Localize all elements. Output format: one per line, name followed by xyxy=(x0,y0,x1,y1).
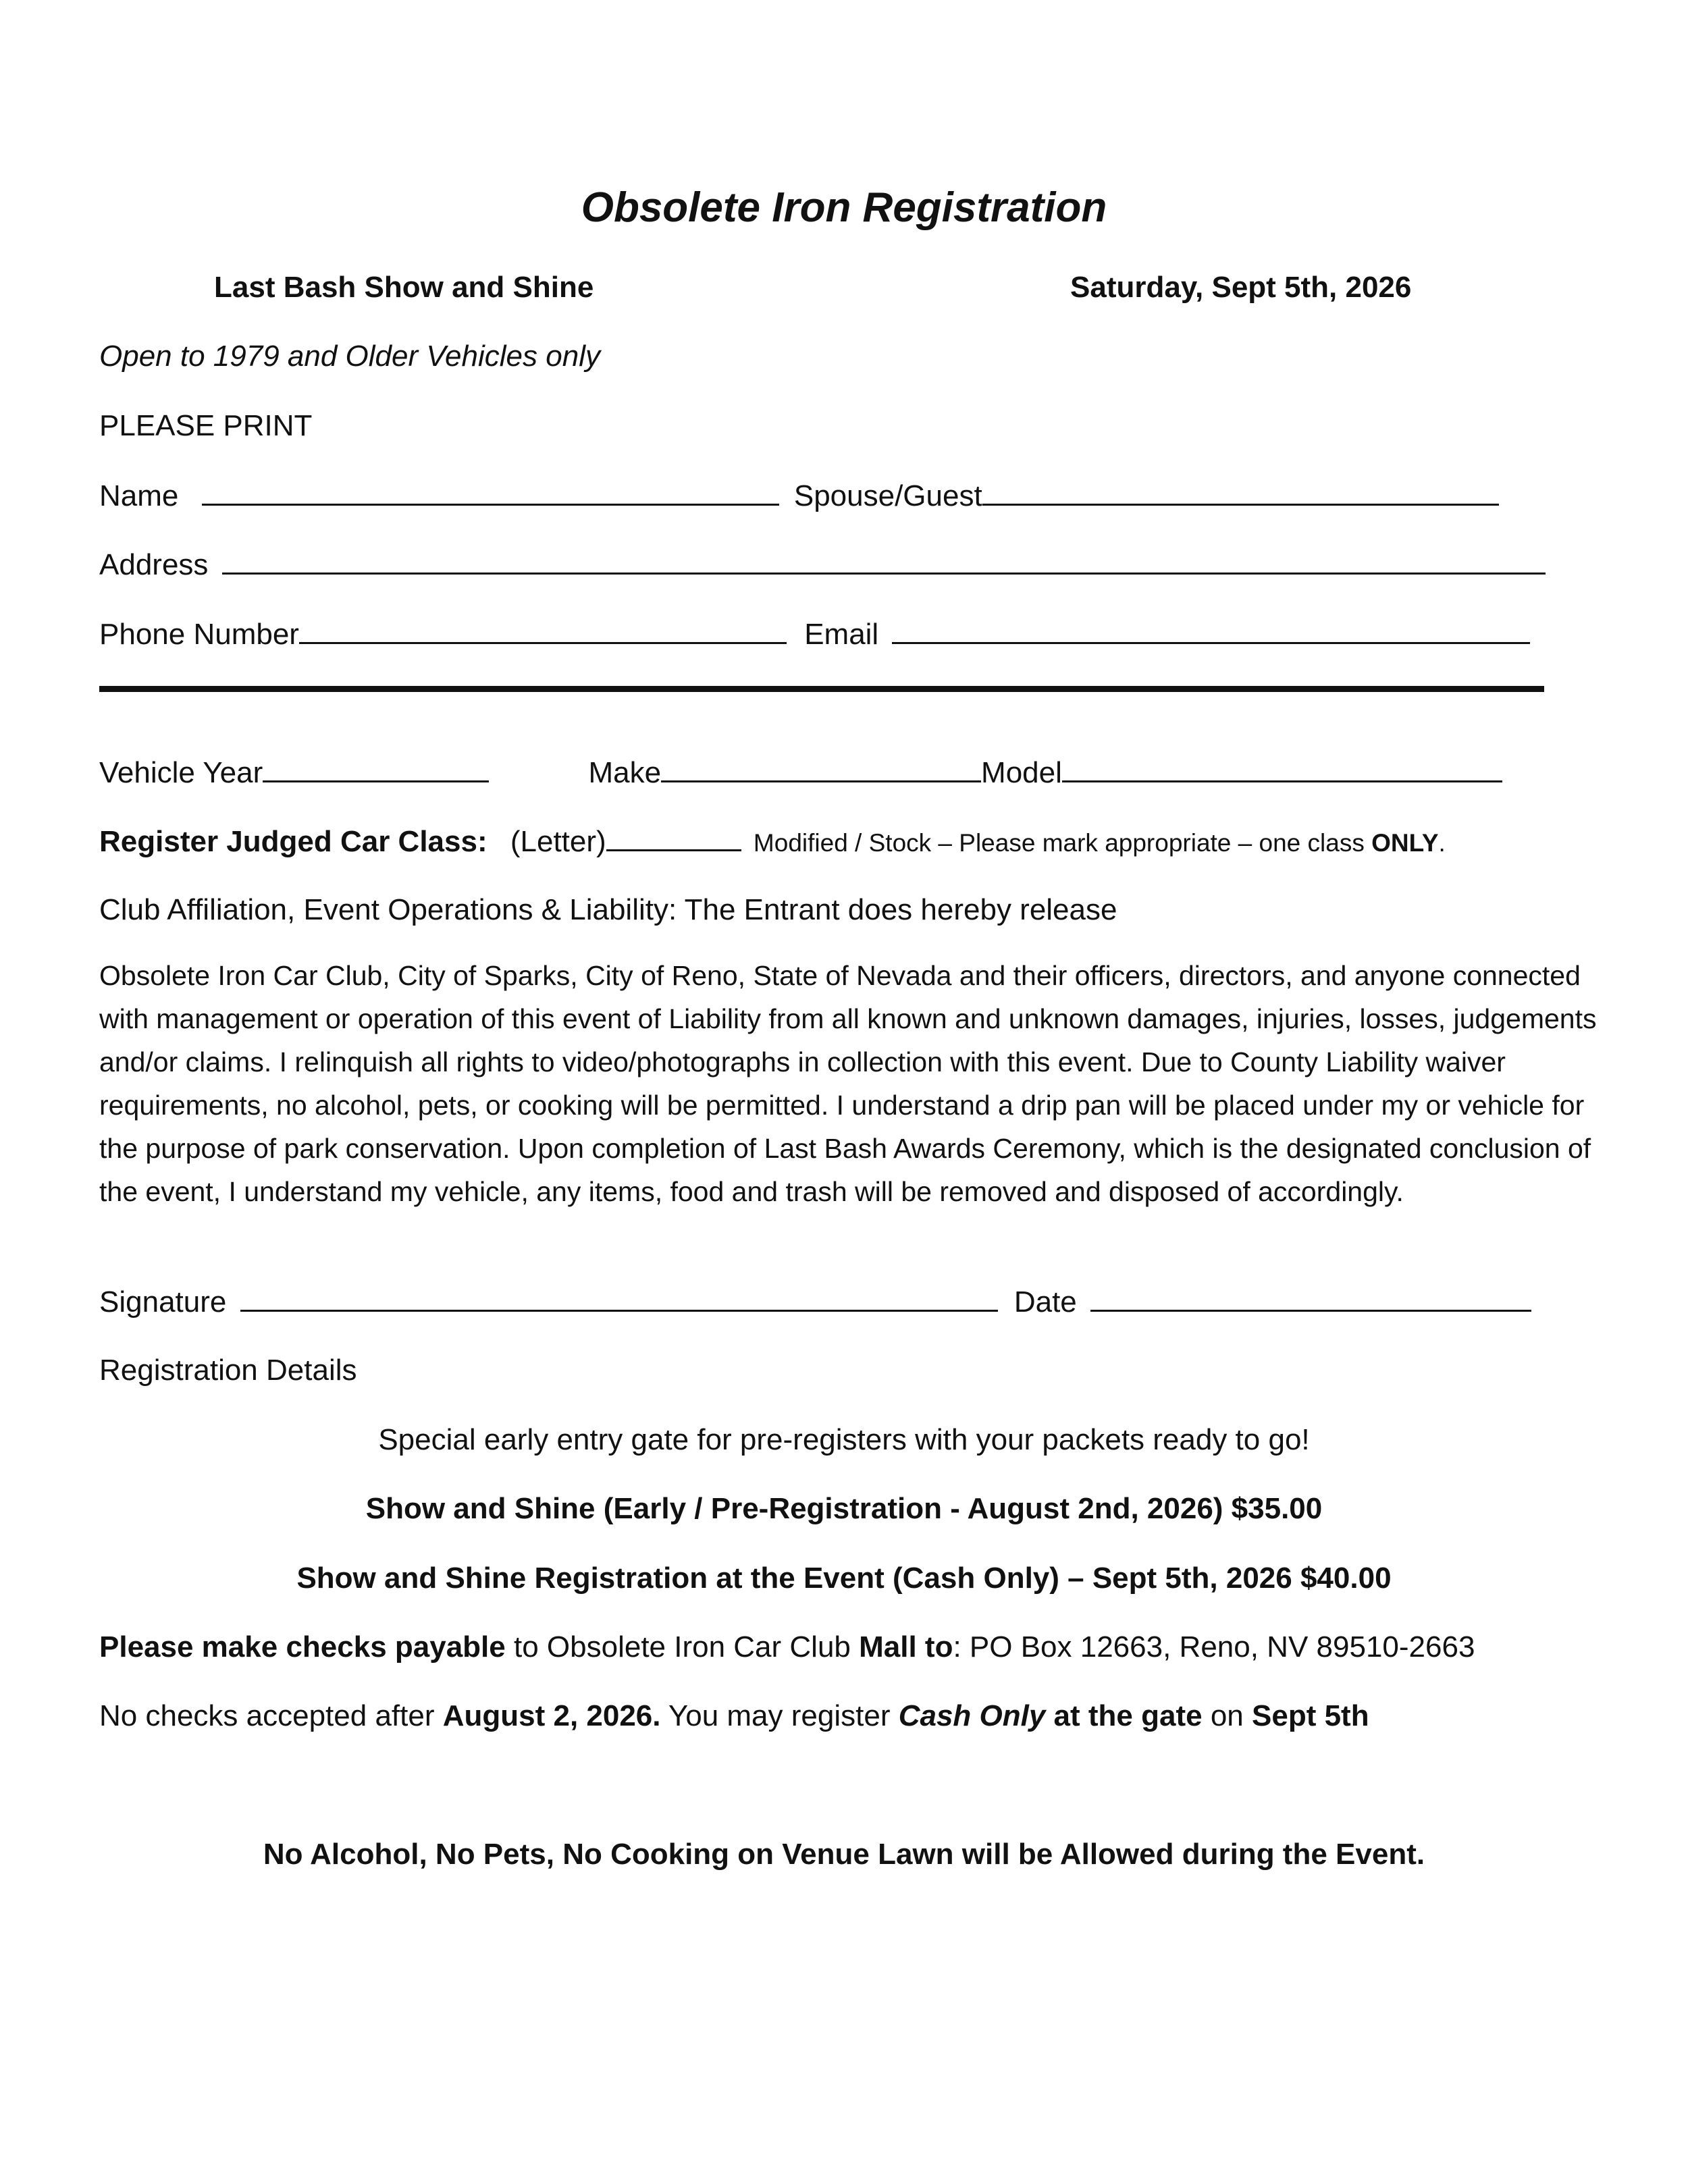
name-field[interactable] xyxy=(202,477,779,506)
liability-paragraph: Obsolete Iron Car Club, City of Sparks, City of Reno, State of Nevada and their officers, directors, and anyone connected with management or operation of this event of Liability from all known and unknown damages, injuries, losses, judgements and/or claims. I relinquish all rights to video/photographs in collection with this event. Due to County Liability waiver requirements, no alcohol, pets, or cooking will be permitted. I understand a drip pan will be placed under my or vehicle for the purpose of park conservation. Upon completion of Last Bash Awards Ceremony, which is the designated conclusion of the event, I understand my vehicle, any items, food and trash will be removed and disposed of accordingly. xyxy=(99,960,1597,1207)
checks-payee: to Obsolete Iron Car Club xyxy=(505,1630,860,1663)
phone-field[interactable] xyxy=(299,615,787,644)
date-field[interactable] xyxy=(1090,1283,1531,1312)
date-label: Date xyxy=(1013,1285,1077,1319)
address-field[interactable] xyxy=(222,545,1546,575)
spouse-guest-label: Spouse/Guest xyxy=(793,479,982,512)
print-note: PLEASE PRINT xyxy=(99,409,313,442)
address-row xyxy=(99,545,1546,584)
at-event-price: Show and Shine Registration at the Event (Cash Only) – Sept 5th, 2026 $40.00 xyxy=(296,1562,1392,1595)
class-letter-field[interactable] xyxy=(606,822,741,851)
class-note-text: Modified / Stock – Please mark appropriate – one class xyxy=(753,829,1372,857)
vehicle-year-label: Vehicle Year xyxy=(99,756,263,789)
model-label: Model xyxy=(981,756,1062,789)
class-letter-label: (Letter) xyxy=(510,825,606,858)
class-note-end: . xyxy=(1438,829,1446,857)
at-the-gate: at the gate xyxy=(1045,1699,1203,1732)
section-divider xyxy=(99,686,1544,692)
email-label: Email xyxy=(804,618,879,651)
name-label: Name xyxy=(99,479,179,512)
mail-label: Mall to xyxy=(859,1630,953,1663)
eligibility-note: Open to 1979 and Older Vehicles only xyxy=(99,340,600,373)
deadline-line xyxy=(99,1697,1369,1735)
spouse-guest-field[interactable] xyxy=(982,477,1499,506)
make-label: Make xyxy=(588,756,662,789)
registration-heading: Registration Details xyxy=(99,1354,357,1387)
pre-registration-price: Show and Shine (Early / Pre-Registration - August 2nd, 2026) $35.00 xyxy=(365,1492,1323,1525)
email-field[interactable] xyxy=(892,615,1530,644)
form-title: Obsolete Iron Registration xyxy=(581,184,1107,231)
signature-label: Signature xyxy=(99,1285,227,1319)
vehicle-year-field[interactable] xyxy=(263,753,489,782)
signature-field[interactable] xyxy=(240,1283,998,1312)
checks-label: Please make checks payable xyxy=(99,1630,506,1663)
deadline-middle: You may register xyxy=(660,1699,899,1732)
deadline-on: on xyxy=(1202,1699,1252,1732)
class-note xyxy=(754,829,1446,857)
signature-row xyxy=(99,1283,1531,1321)
phone-email-row xyxy=(99,615,1530,654)
deadline-day: Sept 5th xyxy=(1252,1699,1369,1732)
name-row xyxy=(99,477,1499,515)
event-date: Saturday, Sept 5th, 2026 xyxy=(1070,271,1412,304)
phone-label: Phone Number xyxy=(99,618,299,651)
model-field[interactable] xyxy=(1062,753,1502,782)
checks-payable-line xyxy=(99,1628,1475,1666)
liability-heading: Club Affiliation, Event Operations & Liability: The Entrant does hereby release xyxy=(99,893,1117,926)
make-field[interactable] xyxy=(661,753,981,782)
address-label: Address xyxy=(99,548,209,581)
deadline-prefix: No checks accepted after xyxy=(99,1699,443,1732)
event-name: Last Bash Show and Shine xyxy=(214,271,594,304)
deadline-date: August 2, 2026. xyxy=(442,1699,661,1732)
judged-class-label: Register Judged Car Class: xyxy=(99,825,487,858)
vehicle-row xyxy=(99,753,1502,792)
early-gate-note: Special early entry gate for pre-registers with your packets ready to go! xyxy=(378,1423,1310,1456)
judged-class-row xyxy=(99,822,1446,862)
cash-only: Cash Only xyxy=(898,1699,1046,1732)
class-note-emphasis: ONLY xyxy=(1371,829,1439,857)
mail-address: : PO Box 12663, Reno, NV 89510-2663 xyxy=(953,1630,1475,1663)
footer-notice: No Alcohol, No Pets, No Cooking on Venue Lawn will be Allowed during the Event. xyxy=(263,1838,1425,1871)
